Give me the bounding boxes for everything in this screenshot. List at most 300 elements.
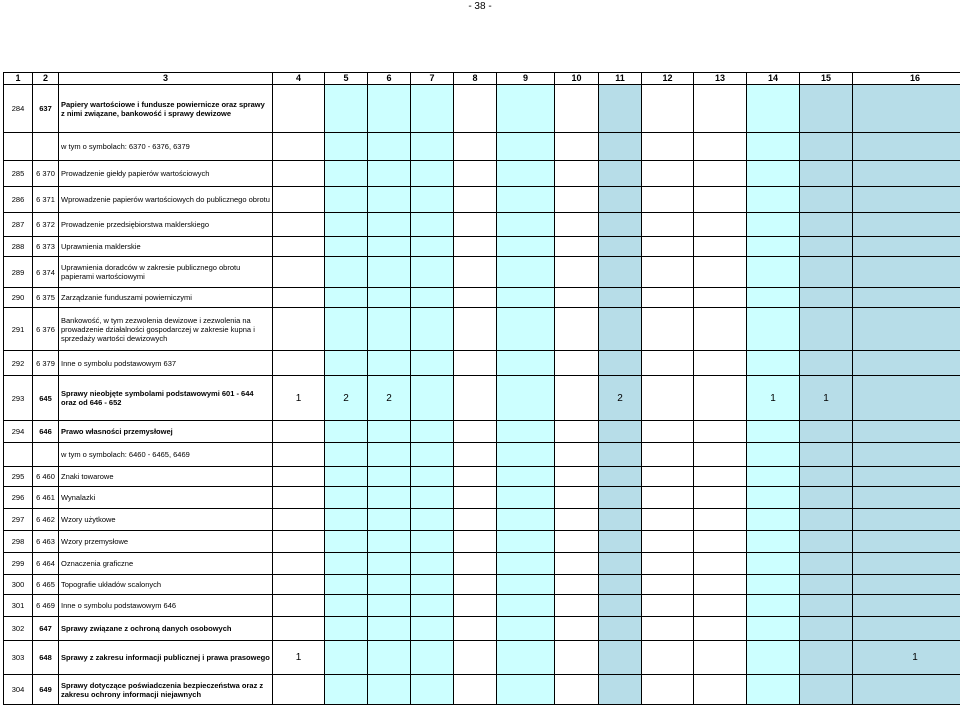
- value-cell: [800, 531, 853, 553]
- value-cell: [411, 421, 454, 443]
- value-cell: [853, 351, 960, 376]
- value-cell: [747, 133, 800, 161]
- value-cell: [642, 531, 694, 553]
- value-cell: [273, 443, 325, 467]
- value-cell: [454, 617, 497, 641]
- symbol-cell: 6 469: [33, 595, 59, 617]
- value-cell: [694, 187, 747, 213]
- header-row: [4, 73, 960, 85]
- table-row: [4, 288, 960, 308]
- value-cell: [853, 187, 960, 213]
- table-row: [4, 575, 960, 595]
- column-header-8: 8: [454, 73, 497, 85]
- value-cell: [497, 237, 555, 257]
- value-cell: [555, 509, 599, 531]
- value-cell: [555, 487, 599, 509]
- description-cell: Inne o symbolu podstawowym 637: [59, 351, 273, 376]
- value-cell: [747, 187, 800, 213]
- value-cell: [273, 617, 325, 641]
- table-row: [4, 467, 960, 487]
- table-row: [4, 161, 960, 187]
- value-cell: [497, 133, 555, 161]
- value-cell: [325, 509, 368, 531]
- value-cell: [325, 213, 368, 237]
- value-cell: [853, 575, 960, 595]
- value-cell: [800, 187, 853, 213]
- description-cell: Prawo własności przemysłowej: [59, 421, 273, 443]
- value-cell: [555, 237, 599, 257]
- value-cell: [642, 85, 694, 133]
- value-cell: [555, 617, 599, 641]
- value-cell: [273, 161, 325, 187]
- value-cell: [853, 421, 960, 443]
- value-cell: [853, 257, 960, 288]
- column-header-6: 6: [368, 73, 411, 85]
- value-cell: [497, 553, 555, 575]
- value-cell: [747, 288, 800, 308]
- value-cell: [853, 288, 960, 308]
- value-cell: [747, 213, 800, 237]
- value-cell: [368, 675, 411, 705]
- value-cell: [555, 575, 599, 595]
- value-cell: [555, 257, 599, 288]
- symbol-cell: 6 465: [33, 575, 59, 595]
- value-cell: [853, 467, 960, 487]
- table-row: [4, 213, 960, 237]
- value-cell: [599, 641, 642, 675]
- row-number-cell: 289: [4, 257, 33, 288]
- row-number-cell: 295: [4, 467, 33, 487]
- description-cell: Uprawnienia maklerskie: [59, 237, 273, 257]
- value-cell: [454, 85, 497, 133]
- symbol-cell: 6 372: [33, 213, 59, 237]
- value-cell: [273, 487, 325, 509]
- value-cell: [273, 213, 325, 237]
- description-cell: w tym o symbolach: 6460 - 6465, 6469: [59, 443, 273, 467]
- value-cell: [368, 213, 411, 237]
- value-cell: [325, 133, 368, 161]
- value-cell: [555, 308, 599, 351]
- table-row: [4, 487, 960, 509]
- value-cell: [555, 288, 599, 308]
- value-cell: [599, 575, 642, 595]
- value-cell: [642, 553, 694, 575]
- value-cell: [555, 467, 599, 487]
- symbol-cell: 6 374: [33, 257, 59, 288]
- value-cell: 1: [273, 376, 325, 421]
- value-cell: [599, 161, 642, 187]
- value-cell: [325, 467, 368, 487]
- value-cell: [747, 509, 800, 531]
- value-cell: [273, 553, 325, 575]
- value-cell: [273, 675, 325, 705]
- table-row: [4, 257, 960, 288]
- value-cell: [747, 641, 800, 675]
- row-number-cell: 288: [4, 237, 33, 257]
- value-cell: [853, 308, 960, 351]
- value-cell: [273, 421, 325, 443]
- value-cell: [454, 595, 497, 617]
- value-cell: [454, 531, 497, 553]
- value-cell: [642, 257, 694, 288]
- value-cell: [599, 237, 642, 257]
- value-cell: [747, 467, 800, 487]
- statistics-table: [3, 72, 960, 705]
- value-cell: [599, 467, 642, 487]
- value-cell: [694, 376, 747, 421]
- value-cell: [694, 213, 747, 237]
- description-cell: Sprawy z zakresu informacji publicznej i prawa prasowego: [59, 641, 273, 675]
- value-cell: [325, 487, 368, 509]
- value-cell: [325, 443, 368, 467]
- value-cell: [497, 161, 555, 187]
- value-cell: [411, 509, 454, 531]
- column-header-13: 13: [694, 73, 747, 85]
- row-number-cell: 304: [4, 675, 33, 705]
- value-cell: [599, 509, 642, 531]
- value-cell: [694, 351, 747, 376]
- symbol-cell: 646: [33, 421, 59, 443]
- symbol-cell: 648: [33, 641, 59, 675]
- value-cell: [800, 161, 853, 187]
- value-cell: [555, 376, 599, 421]
- value-cell: [853, 85, 960, 133]
- description-cell: Sprawy nieobjęte symbolami podstawowymi 601 - 644 oraz od 646 - 652: [59, 376, 273, 421]
- value-cell: [694, 288, 747, 308]
- symbol-cell: 6 375: [33, 288, 59, 308]
- value-cell: [273, 308, 325, 351]
- value-cell: [273, 288, 325, 308]
- value-cell: [273, 257, 325, 288]
- value-cell: [555, 85, 599, 133]
- value-cell: [694, 553, 747, 575]
- value-cell: 2: [368, 376, 411, 421]
- description-cell: Zarządzanie funduszami powierniczymi: [59, 288, 273, 308]
- value-cell: [800, 237, 853, 257]
- value-cell: [599, 675, 642, 705]
- value-cell: [694, 595, 747, 617]
- value-cell: [368, 421, 411, 443]
- value-cell: [411, 531, 454, 553]
- row-number-cell: 298: [4, 531, 33, 553]
- table-row: [4, 237, 960, 257]
- value-cell: [497, 257, 555, 288]
- value-cell: [497, 617, 555, 641]
- value-cell: [325, 575, 368, 595]
- value-cell: [325, 351, 368, 376]
- value-cell: [747, 237, 800, 257]
- value-cell: [555, 553, 599, 575]
- value-cell: [273, 531, 325, 553]
- row-number-cell: 301: [4, 595, 33, 617]
- value-cell: [642, 487, 694, 509]
- value-cell: [497, 351, 555, 376]
- value-cell: [853, 617, 960, 641]
- value-cell: [411, 133, 454, 161]
- value-cell: [273, 351, 325, 376]
- value-cell: [368, 133, 411, 161]
- value-cell: [853, 376, 960, 421]
- value-cell: [368, 443, 411, 467]
- row-number-cell: 300: [4, 575, 33, 595]
- value-cell: [411, 675, 454, 705]
- value-cell: [497, 487, 555, 509]
- value-cell: [599, 213, 642, 237]
- value-cell: [368, 288, 411, 308]
- value-cell: [642, 161, 694, 187]
- symbol-cell: 6 373: [33, 237, 59, 257]
- value-cell: [599, 443, 642, 467]
- description-cell: Prowadzenie przedsiębiorstwa maklerskiego: [59, 213, 273, 237]
- value-cell: [642, 187, 694, 213]
- value-cell: [599, 531, 642, 553]
- symbol-cell: 6 462: [33, 509, 59, 531]
- value-cell: [454, 288, 497, 308]
- value-cell: [599, 487, 642, 509]
- value-cell: 1: [747, 376, 800, 421]
- value-cell: [368, 553, 411, 575]
- value-cell: [800, 487, 853, 509]
- value-cell: [747, 617, 800, 641]
- value-cell: [411, 187, 454, 213]
- value-cell: [411, 553, 454, 575]
- value-cell: [497, 85, 555, 133]
- value-cell: [800, 675, 853, 705]
- value-cell: [454, 675, 497, 705]
- value-cell: [454, 257, 497, 288]
- value-cell: [454, 467, 497, 487]
- value-cell: [694, 487, 747, 509]
- value-cell: [368, 531, 411, 553]
- value-cell: [642, 617, 694, 641]
- value-cell: [747, 421, 800, 443]
- value-cell: [853, 509, 960, 531]
- row-number-cell: 290: [4, 288, 33, 308]
- row-number-cell: 291: [4, 308, 33, 351]
- value-cell: [368, 85, 411, 133]
- value-cell: [411, 575, 454, 595]
- value-cell: [497, 308, 555, 351]
- value-cell: [642, 509, 694, 531]
- value-cell: [325, 308, 368, 351]
- symbol-cell: 6 371: [33, 187, 59, 213]
- table-row: [4, 617, 960, 641]
- value-cell: [411, 641, 454, 675]
- value-cell: [411, 467, 454, 487]
- symbol-cell: 6 370: [33, 161, 59, 187]
- value-cell: [497, 421, 555, 443]
- value-cell: [694, 85, 747, 133]
- value-cell: [497, 213, 555, 237]
- value-cell: [497, 675, 555, 705]
- table-row: [4, 641, 960, 675]
- value-cell: [694, 617, 747, 641]
- value-cell: 1: [853, 641, 960, 675]
- value-cell: [555, 161, 599, 187]
- value-cell: [642, 575, 694, 595]
- value-cell: [694, 237, 747, 257]
- value-cell: [497, 575, 555, 595]
- value-cell: [325, 595, 368, 617]
- value-cell: 2: [325, 376, 368, 421]
- value-cell: [555, 531, 599, 553]
- value-cell: [800, 257, 853, 288]
- description-cell: Znaki towarowe: [59, 467, 273, 487]
- value-cell: [599, 553, 642, 575]
- value-cell: [411, 351, 454, 376]
- row-number-cell: [4, 443, 33, 467]
- table-row: [4, 376, 960, 421]
- value-cell: [454, 509, 497, 531]
- value-cell: [800, 575, 853, 595]
- table-row: [4, 308, 960, 351]
- value-cell: [368, 187, 411, 213]
- value-cell: [555, 133, 599, 161]
- value-cell: [454, 213, 497, 237]
- value-cell: [454, 575, 497, 595]
- value-cell: [599, 257, 642, 288]
- row-number-cell: 284: [4, 85, 33, 133]
- description-cell: w tym o symbolach: 6370 - 6376, 6379: [59, 133, 273, 161]
- value-cell: [853, 553, 960, 575]
- value-cell: [599, 308, 642, 351]
- value-cell: [747, 161, 800, 187]
- table-row: [4, 351, 960, 376]
- value-cell: [411, 308, 454, 351]
- column-header-5: 5: [325, 73, 368, 85]
- row-number-cell: 292: [4, 351, 33, 376]
- value-cell: [454, 351, 497, 376]
- value-cell: [555, 595, 599, 617]
- description-cell: Topografie układów scalonych: [59, 575, 273, 595]
- value-cell: [411, 85, 454, 133]
- value-cell: 2: [599, 376, 642, 421]
- value-cell: [325, 85, 368, 133]
- value-cell: [497, 509, 555, 531]
- value-cell: [853, 161, 960, 187]
- value-cell: [800, 553, 853, 575]
- value-cell: [368, 308, 411, 351]
- value-cell: [747, 85, 800, 133]
- value-cell: [411, 595, 454, 617]
- value-cell: [325, 187, 368, 213]
- symbol-cell: 6 461: [33, 487, 59, 509]
- value-cell: [497, 531, 555, 553]
- value-cell: [747, 595, 800, 617]
- value-cell: [497, 443, 555, 467]
- description-cell: Inne o symbolu podstawowym 646: [59, 595, 273, 617]
- value-cell: [599, 288, 642, 308]
- value-cell: [694, 133, 747, 161]
- value-cell: [368, 161, 411, 187]
- value-cell: 1: [273, 641, 325, 675]
- value-cell: [800, 308, 853, 351]
- symbol-cell: 649: [33, 675, 59, 705]
- value-cell: [454, 161, 497, 187]
- value-cell: [273, 509, 325, 531]
- value-cell: [800, 133, 853, 161]
- value-cell: [368, 595, 411, 617]
- description-cell: Wprowadzenie papierów wartościowych do publicznego obrotu: [59, 187, 273, 213]
- value-cell: [411, 237, 454, 257]
- value-cell: [454, 376, 497, 421]
- symbol-cell: [33, 443, 59, 467]
- value-cell: [411, 213, 454, 237]
- value-cell: [273, 595, 325, 617]
- column-header-3: 3: [59, 73, 273, 85]
- value-cell: [642, 213, 694, 237]
- table-row: [4, 421, 960, 443]
- value-cell: [325, 161, 368, 187]
- value-cell: [642, 641, 694, 675]
- table-row: [4, 443, 960, 467]
- value-cell: [325, 421, 368, 443]
- value-cell: [273, 575, 325, 595]
- value-cell: [747, 575, 800, 595]
- row-number-cell: [4, 133, 33, 161]
- symbol-cell: 6 464: [33, 553, 59, 575]
- column-header-4: 4: [273, 73, 325, 85]
- column-header-2: 2: [33, 73, 59, 85]
- value-cell: [454, 421, 497, 443]
- value-cell: [599, 133, 642, 161]
- value-cell: [599, 351, 642, 376]
- value-cell: [497, 641, 555, 675]
- value-cell: [642, 288, 694, 308]
- table-row: [4, 133, 960, 161]
- table-row: [4, 509, 960, 531]
- symbol-cell: 6 376: [33, 308, 59, 351]
- value-cell: [694, 257, 747, 288]
- value-cell: [800, 509, 853, 531]
- value-cell: [368, 467, 411, 487]
- row-number-cell: 302: [4, 617, 33, 641]
- value-cell: [642, 443, 694, 467]
- value-cell: [325, 553, 368, 575]
- value-cell: [694, 509, 747, 531]
- row-number-cell: 294: [4, 421, 33, 443]
- symbol-cell: [33, 133, 59, 161]
- description-cell: Uprawnienia doradców w zakresie publicznego obrotu papierami wartościowymi: [59, 257, 273, 288]
- value-cell: [642, 376, 694, 421]
- value-cell: [694, 443, 747, 467]
- value-cell: [368, 575, 411, 595]
- value-cell: [694, 641, 747, 675]
- value-cell: [642, 308, 694, 351]
- value-cell: [454, 443, 497, 467]
- value-cell: [497, 376, 555, 421]
- value-cell: [642, 237, 694, 257]
- value-cell: [325, 641, 368, 675]
- row-number-cell: 286: [4, 187, 33, 213]
- value-cell: [853, 531, 960, 553]
- value-cell: [747, 443, 800, 467]
- value-cell: [642, 467, 694, 487]
- column-header-7: 7: [411, 73, 454, 85]
- value-cell: [411, 617, 454, 641]
- value-cell: [273, 467, 325, 487]
- value-cell: [694, 575, 747, 595]
- value-cell: [800, 467, 853, 487]
- value-cell: [694, 421, 747, 443]
- value-cell: [411, 487, 454, 509]
- value-cell: [694, 467, 747, 487]
- table-row: [4, 675, 960, 705]
- row-number-cell: 285: [4, 161, 33, 187]
- value-cell: [273, 85, 325, 133]
- description-cell: Oznaczenia graficzne: [59, 553, 273, 575]
- description-cell: Sprawy dotyczące poświadczenia bezpieczeństwa oraz z zakresu ochrony informacji niejawnych: [59, 675, 273, 705]
